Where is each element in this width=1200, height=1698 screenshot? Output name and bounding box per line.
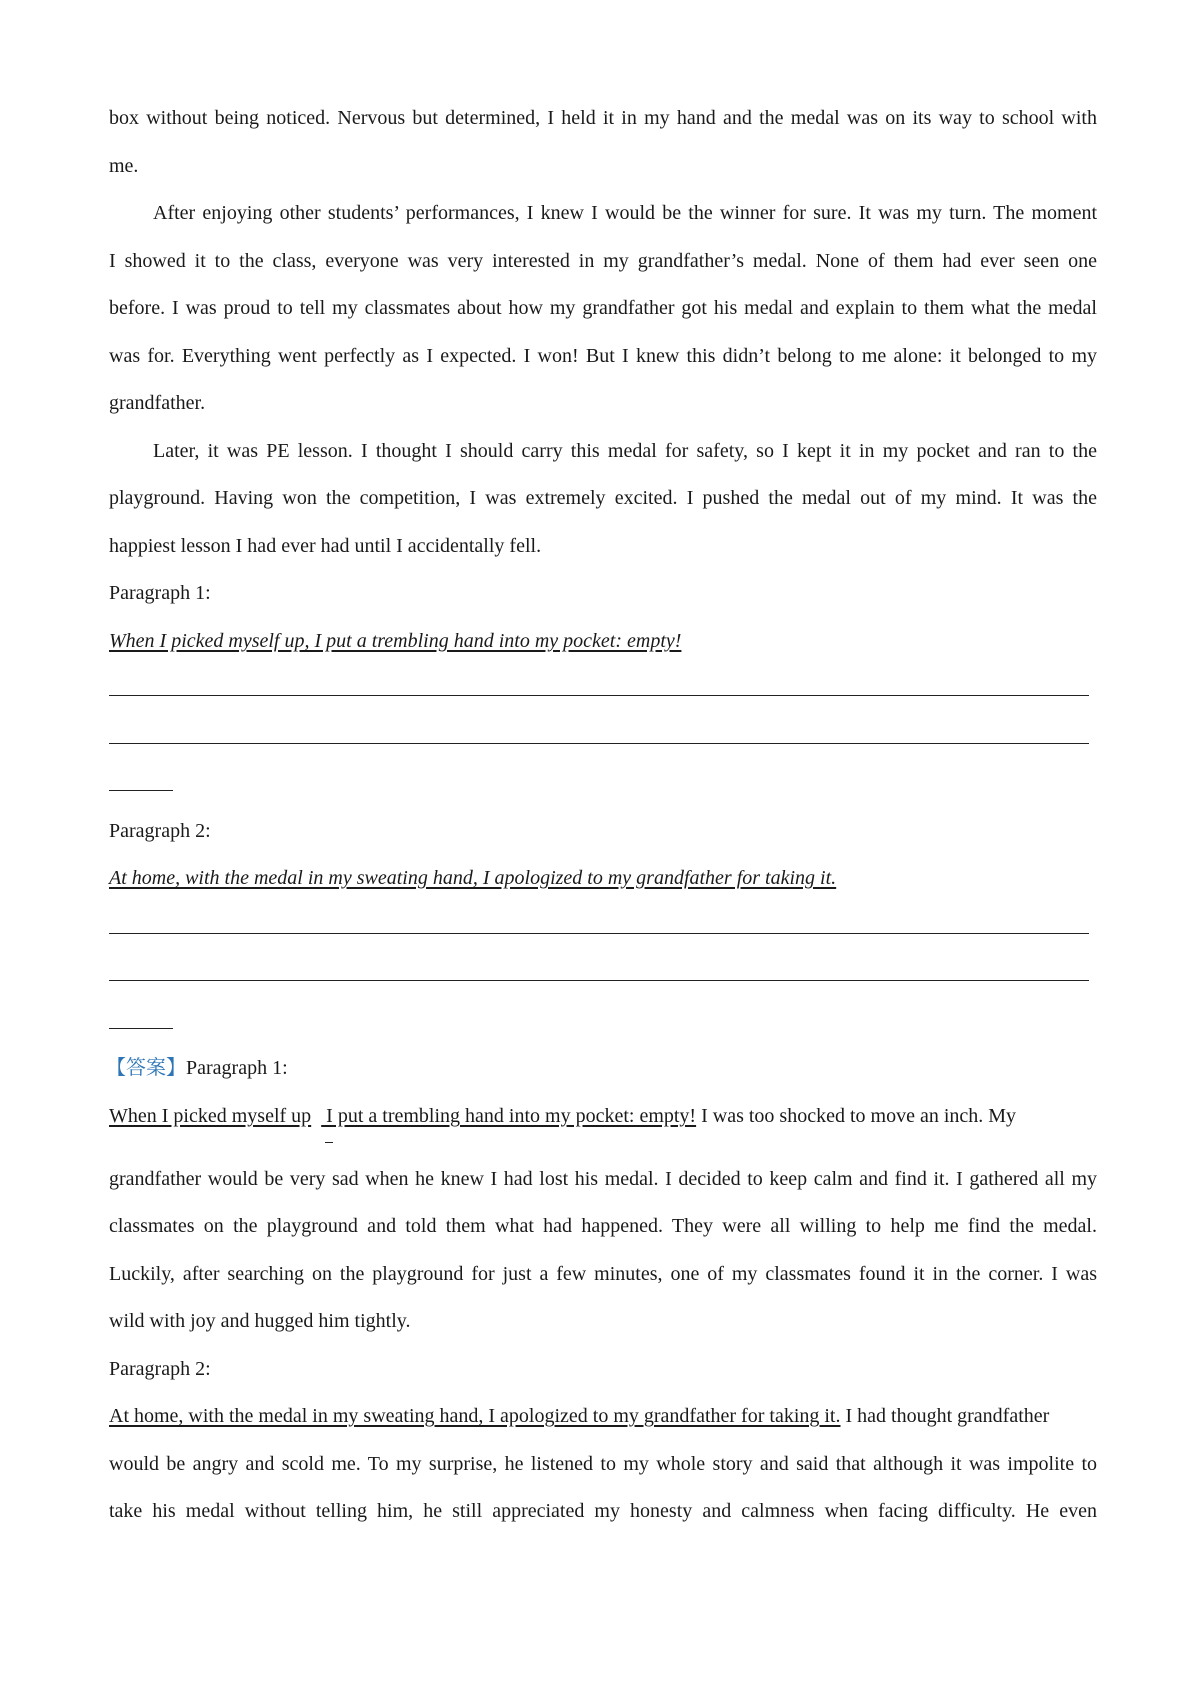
task-paragraph-1-prompt — [109, 629, 1097, 653]
answer-line: would be angry and scold me. To my surprise, he listened to my whole story and said that although it was impolite to — [109, 1453, 1097, 1475]
story-line: before. I was proud to tell my classmates about how my grandfather got his medal and explain to them what the medal — [109, 297, 1097, 319]
task-paragraph-1-label: Paragraph 1: — [109, 582, 211, 604]
answer-line: classmates on the playground and told them what had happened. They were all willing to help me find the medal. — [109, 1215, 1097, 1237]
story-line: box without being noticed. Nervous but determined, I held it in my hand and the medal was on its way to school with — [109, 107, 1097, 129]
answer-p2-underlined: At home, with the medal in my sweating hand, I apologized to my grandfather for taking it. — [109, 1405, 841, 1427]
answer-line: grandfather would be very sad when he knew I had lost his medal. I decided to keep calm and find it. I gathered all my — [109, 1168, 1097, 1190]
answer-tag: 【答案】 — [106, 1057, 186, 1079]
story-line: playground. Having won the competition, I was extremely excited. I pushed the medal out of my mind. It was the — [109, 487, 1097, 509]
prompt-sentence: When I picked myself up, I put a trembling hand into my pocket: empty! — [109, 630, 682, 652]
answer-paragraph-2-label: Paragraph 2: — [109, 1358, 211, 1380]
story-line: Later, it was PE lesson. I thought I should carry this medal for safety, so I kept it in my pocket and ran to the — [153, 440, 1097, 462]
prompt-sentence: At home, with the medal in my sweating hand, I apologized to my grandfather for taking it. — [109, 867, 837, 889]
answer-p1-underlined-a: When I picked myself up — [109, 1105, 312, 1127]
writing-blank-line — [109, 790, 173, 791]
story-line: was for. Everything went perfectly as I expected. I won! But I knew this didn’t belong to me alone: it belonged to my — [109, 345, 1097, 367]
answer-header — [106, 1056, 1094, 1080]
writing-blank-line — [109, 933, 1089, 934]
writing-blank-line — [109, 980, 1089, 981]
answer-line: take his medal without telling him, he still appreciated my honesty and calmness when facing difficulty. He even — [109, 1500, 1097, 1522]
writing-blank-line — [109, 1028, 173, 1029]
answer-p1-continuation: I was too shocked to move an inch. My — [696, 1105, 1017, 1127]
story-line: I showed it to the class, everyone was very interested in my grandfather’s medal. None of them had ever seen one — [109, 250, 1097, 272]
answer-line: wild with joy and hugged him tightly. — [109, 1310, 411, 1332]
story-line: happiest lesson I had ever had until I accidentally fell. — [109, 535, 542, 557]
story-line: After enjoying other students’ performances, I knew I would be the winner for sure. It was my turn. The moment — [153, 202, 1097, 224]
answer-p1-underlined-b: I put a trembling hand into my pocket: empty! — [321, 1105, 697, 1127]
answer-p2-continuation: I had thought grandfather — [840, 1405, 1050, 1427]
story-line: me. — [109, 155, 139, 177]
answer-paragraph-1-label: Paragraph 1: — [186, 1057, 288, 1079]
answer-p1-first-line — [109, 1104, 1097, 1128]
writing-blank-line — [109, 695, 1089, 696]
writing-blank-line — [109, 743, 1089, 744]
task-paragraph-2-label: Paragraph 2: — [109, 820, 211, 842]
answer-line: Luckily, after searching on the playground for just a few minutes, one of my classmates found it in the corner. I was — [109, 1263, 1097, 1285]
story-line: grandfather. — [109, 392, 206, 414]
stray-mark — [325, 1142, 333, 1143]
task-paragraph-2-prompt — [109, 866, 1097, 890]
answer-p2-first-line — [109, 1404, 1097, 1428]
